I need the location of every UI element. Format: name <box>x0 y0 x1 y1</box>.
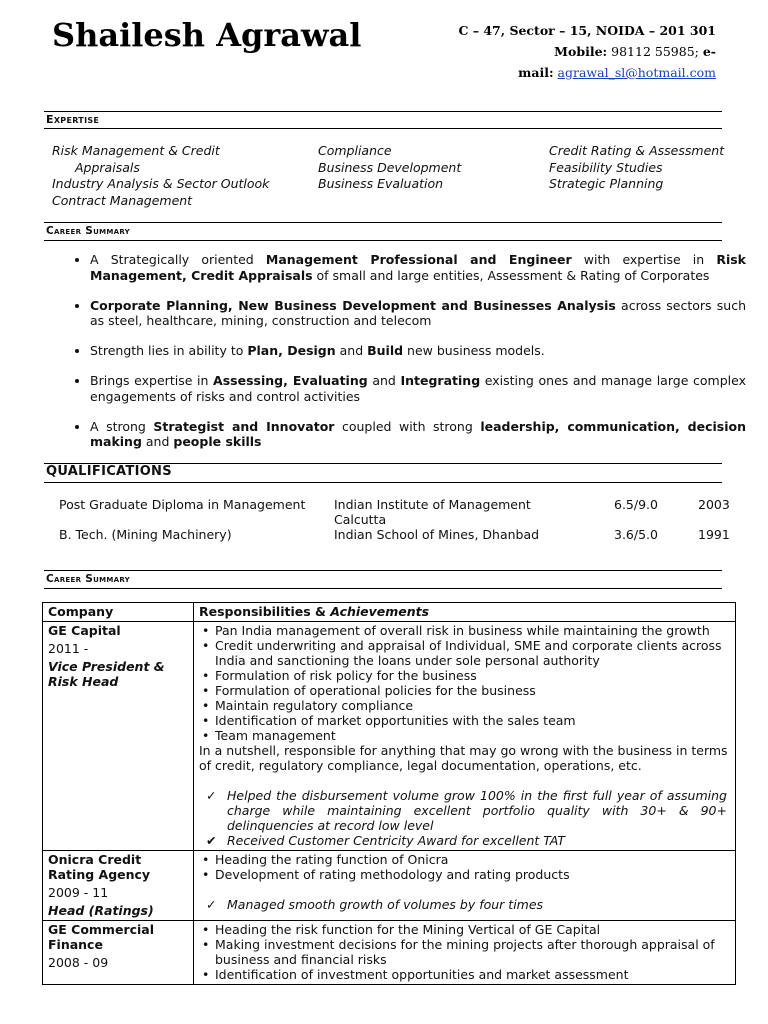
expertise-item: Compliance <box>318 143 392 158</box>
list-item: • Formulation of operational policies for the business <box>199 683 731 698</box>
divider <box>44 482 722 483</box>
job-period: 2009 - 11 <box>48 885 109 900</box>
check-icon: ✔ <box>206 833 217 848</box>
list-item: • Team management <box>199 728 731 743</box>
expertise-column-2 <box>318 143 461 193</box>
divider <box>44 111 722 112</box>
list-item: • Making investment decisions for the mining projects after thorough appraisal of business and financial risks <box>199 937 731 967</box>
expertise-item: Industry Analysis & Sector Outlook <box>52 176 270 191</box>
divider <box>44 222 722 223</box>
header-company: Company <box>43 603 194 622</box>
candidate-name: Shailesh Agrawal <box>52 16 362 54</box>
email-link[interactable]: agrawal_sl@hotmail.com <box>557 65 716 80</box>
header-responsibilities: Responsibilities & Achievements <box>194 603 736 622</box>
divider <box>44 240 722 241</box>
career-table <box>42 602 736 985</box>
mobile-value: 98112 55985; <box>611 44 699 59</box>
check-icon: ✓ <box>206 897 217 912</box>
qualification-institute: Indian School of Mines, Dhanbad <box>334 527 540 542</box>
mobile-label: Mobile: <box>554 44 608 59</box>
list-item: • Development of rating methodology and rating products <box>199 867 731 882</box>
divider <box>44 463 722 464</box>
career-history-heading: Career Summary <box>46 573 130 585</box>
table-header-row <box>43 603 736 622</box>
achievement-item: ✓ Managed smooth growth of volumes by four times <box>206 897 544 912</box>
company-name: Onicra Credit Rating Agency <box>48 852 151 882</box>
achievement-item: ✔ Received Customer Centricity Award for excellent TAT <box>206 833 566 848</box>
job-role: Head (Ratings) <box>48 903 154 918</box>
check-icon: ✓ <box>206 788 217 803</box>
company-cell <box>43 622 194 851</box>
expertise-item: Appraisals <box>75 159 140 175</box>
responsibilities-cell <box>194 921 736 985</box>
job-period: 2008 - 09 <box>48 955 109 970</box>
expertise-item: Feasibility Studies <box>549 159 663 175</box>
divider <box>44 588 722 589</box>
summary-bullet: • Brings expertise in Assessing, Evaluating and Integrating existing ones and manage large complex engagements of risks and control activities <box>90 373 746 404</box>
expertise-item: Contract Management <box>52 192 193 208</box>
list-item: • Identification of market opportunities with the sales team <box>199 713 731 728</box>
company-name: GE Capital <box>48 623 121 638</box>
qualification-year: 1991 <box>698 527 730 542</box>
list-item: • Heading the rating function of Onicra <box>199 852 731 867</box>
divider <box>44 128 722 129</box>
summary-bullet: • Corporate Planning, New Business Development and Businesses Analysis across sectors such as steel, healthcare, mining, construction and telecom <box>90 298 746 329</box>
summary-bullet: • A strong Strategist and Innovator coupled with strong leadership, communication, decision making and people skills <box>90 419 746 450</box>
job-role: Vice President & Risk Head <box>48 659 165 689</box>
expertise-column-3 <box>549 143 724 193</box>
table-row <box>43 622 736 851</box>
qualification-score: 6.5/9.0 <box>614 497 658 512</box>
list-item: • Maintain regulatory compliance <box>199 698 731 713</box>
divider <box>44 570 722 571</box>
career-summary-list <box>66 252 746 464</box>
qualifications-heading: QUALIFICATIONS <box>46 464 172 479</box>
company-name: GE Commercial Finance <box>48 922 155 952</box>
responsibilities-cell <box>194 851 736 921</box>
achievement-item: ✓ Helped the disbursement volume grow 100% in the first full year of assuming charge while maintaining excellent portfolio quality with 30+ & 90+ delinquencies at record low level <box>206 788 727 833</box>
list-item: • Heading the risk function for the Mining Vertical of GE Capital <box>199 922 731 937</box>
company-cell <box>43 921 194 985</box>
summary-bullet: • A Strategically oriented Management Professional and Engineer with expertise in Risk Management, Credit Appraisals of small and large entities, Assessment & Rating of Corporates <box>90 252 746 283</box>
company-cell <box>43 851 194 921</box>
table-row <box>43 921 736 985</box>
expertise-item: Strategic Planning <box>549 176 664 191</box>
career-summary-heading: Career Summary <box>46 225 130 237</box>
address: C – 47, Sector – 15, NOIDA – 201 301 <box>458 23 716 38</box>
responsibility-note: In a nutshell, responsible for anything that may go wrong with the business in terms of credit, regulatory compliance, legal documentation, operations, etc. <box>199 743 728 773</box>
contact-block <box>416 20 716 83</box>
qualification-year: 2003 <box>698 497 730 512</box>
list-item: • Pan India management of overall risk in business while maintaining the growth <box>199 623 731 638</box>
expertise-heading: Expertise <box>46 113 100 126</box>
expertise-column-1 <box>52 143 269 209</box>
list-item: • Credit underwriting and appraisal of Individual, SME and corporate clients across India and sanctioning the loans under sole personal authority <box>199 638 731 668</box>
expertise-item: Risk Management & Credit <box>52 143 220 158</box>
expertise-item: Credit Rating & Assessment <box>549 143 725 158</box>
expertise-item: Business Development <box>318 159 462 175</box>
qualification-degree: Post Graduate Diploma in Management <box>59 497 306 512</box>
job-period: 2011 - <box>48 641 89 656</box>
summary-bullet: • Strength lies in ability to Plan, Design and Build new business models. <box>90 343 746 359</box>
email-label-part2: mail: <box>518 65 554 80</box>
qualification-institute: Indian Institute of Management Calcutta <box>334 497 531 527</box>
expertise-item: Business Evaluation <box>318 176 444 191</box>
qualification-degree: B. Tech. (Mining Machinery) <box>59 527 232 542</box>
email-label-part1: e- <box>702 44 716 59</box>
list-item: • Identification of investment opportunities and market assessment <box>199 967 731 982</box>
qualification-score: 3.6/5.0 <box>614 527 658 542</box>
list-item: • Formulation of risk policy for the business <box>199 668 731 683</box>
responsibilities-cell <box>194 622 736 851</box>
table-row <box>43 851 736 921</box>
